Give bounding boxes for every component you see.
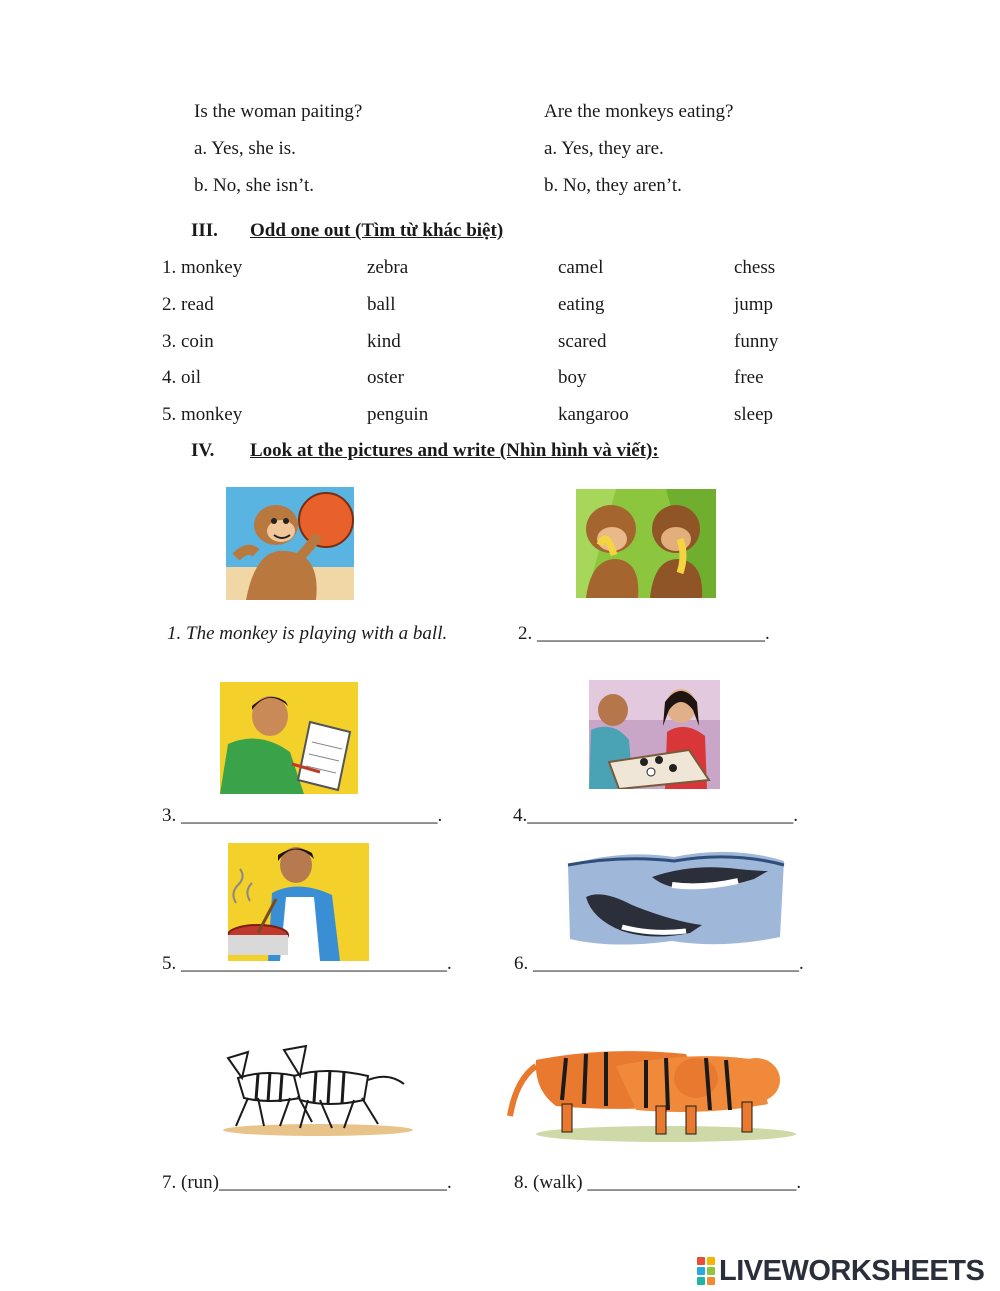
answer-3-blank[interactable]: 3. ___________________________.	[162, 805, 443, 826]
answer-5-blank[interactable]: 5. ____________________________.	[162, 953, 452, 974]
answer-6-blank[interactable]: 6. ____________________________.	[514, 953, 804, 974]
answer-7-blank[interactable]: 7. (run)________________________.	[162, 1172, 452, 1193]
q1-option-a[interactable]: a. Yes, she is.	[194, 138, 296, 159]
row4-word1[interactable]: 4. oil	[162, 367, 202, 388]
row2-word1[interactable]: 2. read	[162, 294, 214, 315]
row3-word4[interactable]: funny	[734, 331, 779, 352]
answer-2-blank[interactable]: 2. ________________________.	[518, 623, 770, 644]
row5-word2[interactable]: penguin	[367, 404, 429, 425]
row1-word3[interactable]: camel	[558, 257, 604, 278]
row4-word2[interactable]: oster	[367, 367, 404, 388]
q1-question: Is the woman paiting?	[194, 101, 363, 122]
logo-block	[697, 1267, 705, 1275]
answer-1-example: 1. The monkey is playing with a ball.	[167, 623, 448, 644]
row4-word3[interactable]: boy	[558, 367, 587, 388]
logo-text: LIVEWORKSHEETS	[719, 1254, 985, 1287]
logo-block	[707, 1267, 715, 1275]
row3-word2[interactable]: kind	[367, 331, 401, 352]
q2-option-b[interactable]: b. No, they aren’t.	[544, 175, 682, 196]
q1-option-b[interactable]: b. No, she isn’t.	[194, 175, 314, 196]
logo-block	[707, 1277, 715, 1285]
row1-word1[interactable]: 1. monkey	[162, 257, 243, 278]
row2-word2[interactable]: ball	[367, 294, 396, 315]
kids-chess-picture	[589, 680, 720, 789]
section3-title: Odd one out (Tìm từ khác biệt)	[250, 220, 504, 241]
row5-word1[interactable]: 5. monkey	[162, 404, 243, 425]
monkey-ball-picture	[226, 487, 354, 600]
answer-8-blank[interactable]: 8. (walk) ______________________.	[514, 1172, 802, 1193]
zebras-running-picture	[208, 1028, 413, 1138]
section4-title: Look at the pictures and write (Nhìn hình và viết):	[250, 440, 659, 461]
logo-blocks-icon	[697, 1257, 715, 1285]
penguins-swimming-picture	[562, 841, 787, 949]
row2-word4[interactable]: jump	[734, 294, 774, 315]
liveworksheets-logo	[697, 1256, 984, 1286]
answer-4-blank[interactable]: 4.____________________________.	[513, 805, 798, 826]
row3-word1[interactable]: 3. coin	[162, 331, 214, 352]
monkeys-eating-picture	[576, 489, 716, 598]
section4-numeral: IV.	[191, 440, 215, 461]
row4-word4[interactable]: free	[734, 367, 764, 388]
row1-word2[interactable]: zebra	[367, 257, 409, 278]
woman-cooking-picture	[228, 843, 369, 961]
tigers-walking-picture	[506, 1030, 800, 1143]
logo-block	[707, 1257, 715, 1265]
row5-word3[interactable]: kangaroo	[558, 404, 629, 425]
q2-option-a[interactable]: a. Yes, they are.	[544, 138, 664, 159]
boy-writing-picture	[220, 682, 358, 794]
row1-word4[interactable]: chess	[734, 257, 776, 278]
row5-word4[interactable]: sleep	[734, 404, 774, 425]
section3-numeral: III.	[191, 220, 218, 241]
row3-word3[interactable]: scared	[558, 331, 607, 352]
row2-word3[interactable]: eating	[558, 294, 605, 315]
logo-block	[697, 1277, 705, 1285]
q2-question: Are the monkeys eating?	[544, 101, 734, 122]
logo-block	[697, 1257, 705, 1265]
